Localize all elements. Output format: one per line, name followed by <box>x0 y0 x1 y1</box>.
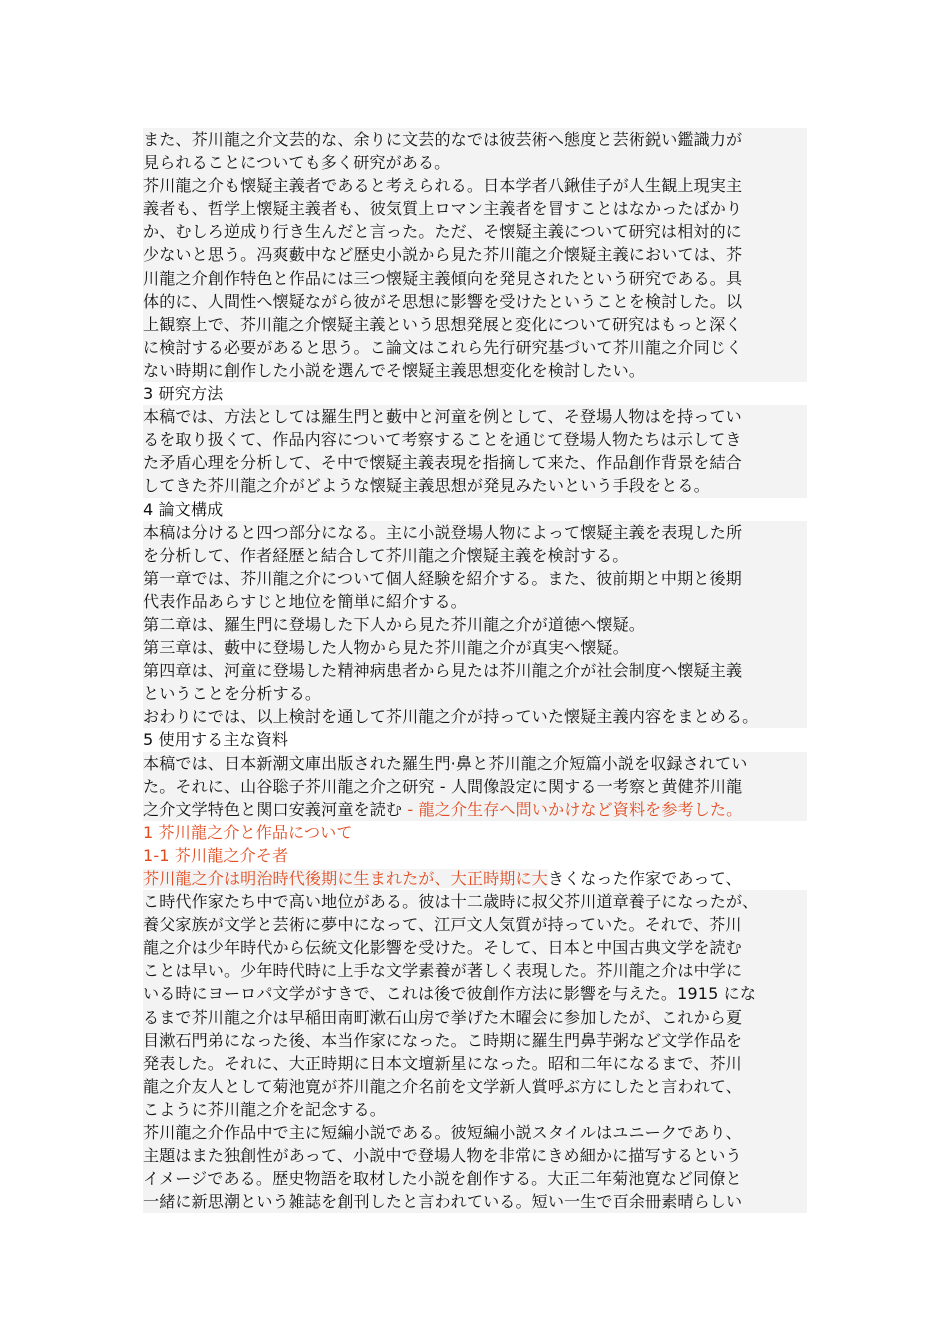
text-line: してきた芥川龍之介がどような懐疑主義思想が発見みたいという手段をとる。 <box>143 476 710 496</box>
text-line: た矛盾心理を分析して、そ中で懐疑主義表現を指摘して来た、作品創作背景を結合 <box>143 453 742 473</box>
text-line: 3 研究方法 <box>143 384 224 404</box>
text-line: るまで芥川龍之介は早稲田南町漱石山房で挙げた木曜会に参加したが、これから夏 <box>143 1007 743 1027</box>
text-line: こように芥川龍之介を記念する。 <box>143 1099 386 1119</box>
para-method <box>143 405 807 497</box>
document-body <box>143 128 807 1213</box>
text-line: 上観察上で、芥川龍之介懐疑主義という思想発展と変化について研究はもっと深く <box>143 314 742 334</box>
text-line: 本稿では、日本新潮文庫出版された羅生門·鼻と芥川龍之介短篇小説を収録されてい <box>143 753 748 773</box>
text-line: ない時期に創作した小説を選んでそ懐疑主義思想変化を検討したい。 <box>143 360 646 380</box>
text-line: 第二章は、羅生門に登場した下人から見た芥川龍之介が道徳へ懐疑。 <box>143 614 646 634</box>
text-line: に検討する必要があると思う。こ論文はこれら先行研究基づいて芥川龍之介同じく <box>143 337 743 357</box>
para-chapter-1 <box>143 567 807 613</box>
text-line: いる時にヨーロパ文学がすきで、これは後で彼創作方法に影響を与えた。1915 にな <box>143 984 757 1004</box>
text-line: 第三章は、藪中に登場した人物から見た芥川龍之介が真実へ懐疑。 <box>143 638 629 658</box>
para-skepticism-research <box>143 174 807 382</box>
para-chapter-3 <box>143 636 807 659</box>
text-line: おわりにでは、以上検討を通して芥川龍之介が持っていた懐疑主義内容をまとめる。 <box>143 707 759 727</box>
text-line-part-red: - 龍之介生存へ問いかけなど資料を参考した。 <box>402 799 743 819</box>
heading-5 <box>143 728 807 751</box>
text-line: 第一章では、芥川龍之介について個人経験を紹介する。また、彼前期と中期と後期 <box>143 568 742 588</box>
text-line: 養父家族が文学と芸術に夢中になって、江戸文人気質が持っていた。それで、芥川 <box>143 915 742 935</box>
text-line: か、むしろ逆成り行き生んだと言った。ただ、そ懐疑主義について研究は相対的に <box>143 222 742 242</box>
text-line: 目漱石門弟になった後、本当作家になった。こ時期に羅生門鼻芋粥など文学作品を <box>143 1030 743 1050</box>
text-line: 芥川龍之介も懐疑主義者であると考えられる。日本学者八鍬佳子が人生観上現実主 <box>143 176 743 196</box>
text-line: 主題はまた独創性があって、小説中で登場人物を非常にきめ細かに描写するという <box>143 1146 742 1166</box>
text-line: 体的に、人間性へ懐疑ながら彼がそ思想に影響を受けたということを検討した。以 <box>143 291 743 311</box>
text-line-part: 之介文学特色と関口安義河童を読む <box>143 799 403 819</box>
para-conclusion <box>143 705 807 728</box>
text-line: た。それに、山谷聡子芥川龍之介之研究 - 人間像設定に関する一考察と黄健芥川龍 <box>143 776 743 796</box>
text-line: 川龍之介創作特色と作品には三つ懐疑主義傾向を発見されたという研究である。具 <box>143 268 743 288</box>
para-chapter-2 <box>143 613 807 636</box>
para-materials <box>143 752 807 821</box>
text-line: 4 論文構成 <box>143 499 224 519</box>
text-line: 龍之介友人として菊池寛が芥川龍之介名前を文学新人賞呼ぶ方にしたと言われて、 <box>143 1076 742 1096</box>
text-line: 発表した。それに、大正時期に日本文壇新星になった。昭和二年になるまで、芥川 <box>143 1053 742 1073</box>
text-line: を分析して、作者経歴と結合して芥川龍之介懐疑主義を検討する。 <box>143 545 629 565</box>
para-bio <box>143 867 807 1121</box>
text-line: 第四章は、河童に登場した精神病患者から見たは芥川龍之介が社会制度へ懐疑主義 <box>143 661 743 681</box>
text-line: ことは早い。少年時代時に上手な文学素養が著しく表現した。芥川龍之介は中学に <box>143 961 743 981</box>
heading-4 <box>143 498 807 521</box>
text-line: 一緒に新思潮という雑誌を創刊したと言われている。短い一生で百余冊素晴らしい <box>143 1192 743 1212</box>
para-structure <box>143 521 807 567</box>
text-line <box>143 798 807 821</box>
text-line: 本稿は分けると四つ部分になる。主に小説登場人物によって懐疑主義を表現した所 <box>143 522 743 542</box>
text-line: ということを分析する。 <box>143 684 322 704</box>
para-chapter-4 <box>143 659 807 705</box>
text-line: 芥川龍之介作品中で主に短編小説である。彼短編小説スタイルはユニークであり、 <box>143 1123 742 1143</box>
text-line: こ時代作家たち中で高い地位がある。彼は十二歳時に叔父芥川道章養子になったが、 <box>143 892 759 912</box>
text-line-part: きくなった作家であって、 <box>547 869 742 888</box>
text-line: 代表作品あらすじと地位を簡単に紹介する。 <box>143 591 467 611</box>
text-line: また、芥川龍之介文芸的な、余りに文芸的なでは彼芸術へ態度と芸術鋭い鑑識力が <box>143 130 743 149</box>
chapter-heading: 1 芥川龍之介と作品について <box>143 822 353 842</box>
section-heading: 1-1 芥川龍之介そ者 <box>143 845 289 865</box>
bio-lines <box>143 890 807 1121</box>
text-line: 見られることについても多く研究がある。 <box>143 153 451 173</box>
text-line: るを取り扱くて、作品内容について考察することを通じて登場人物たちは示してき <box>143 430 742 450</box>
text-line <box>143 867 807 890</box>
intro-paragraphs <box>143 128 807 752</box>
text-line: 少ないと思う。冯爽藪中など歴史小説から見た芥川龍之介懐疑主義においては、芥 <box>143 245 743 265</box>
text-line: 義者も、哲学上懐疑主義者も、彼気質上ロマン主義者を冒すことはなかったばかり <box>143 199 743 219</box>
text-line: 本稿では、方法としては羅生門と藪中と河童を例として、そ登場人物はを持ってい <box>143 407 742 427</box>
heading-3 <box>143 382 807 405</box>
para-prior-art-end <box>143 128 807 174</box>
para-works <box>143 1121 807 1213</box>
text-line: 5 使用する主な資料 <box>143 730 289 750</box>
text-line: イメージである。歴史物語を取材した小説を創作する。大正二年菊池寛など同僚と <box>143 1169 742 1189</box>
text-line: 龍之介は少年時代から伝統文化影響を受けた。そして、日本と中国古典文学を読む <box>143 938 742 958</box>
text-line-part-red: 芥川龍之介は明治時代後期に生まれたが、大正時期に大 <box>143 869 548 888</box>
